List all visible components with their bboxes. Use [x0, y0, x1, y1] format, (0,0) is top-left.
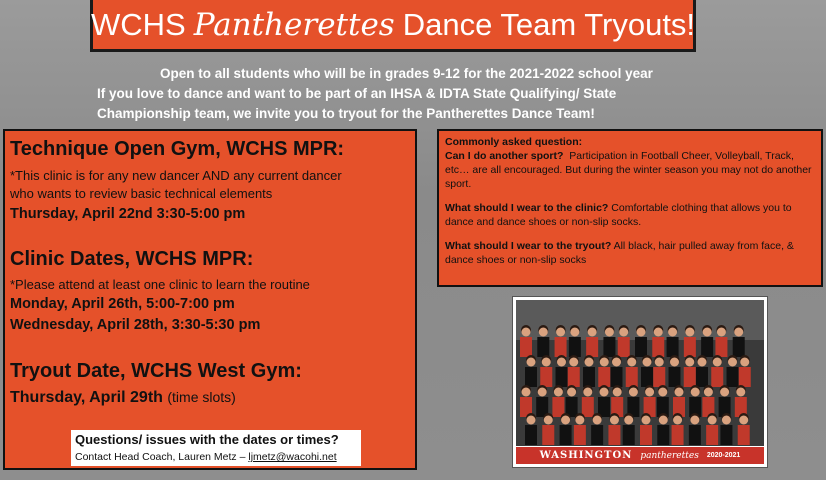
faq-answer-3: All black, hair pulled away from face, & dance shoes or non-slip socks [445, 240, 794, 266]
faq-question-3: What should I wear to the tryout? [445, 240, 612, 252]
title-script: Pantherettes [193, 6, 395, 43]
intro-line-2: If you love to dance and want to be part of an IHSA & IDTA State Qualifying/ State [97, 86, 617, 101]
clinic-date-1: Monday, April 26th, 5:00-7:00 pm [10, 296, 235, 312]
clinic-note: *Please attend at least one clinic to learn the routine [10, 277, 310, 292]
faq-answer-2: Comfortable clothing that allows you to dance and dance shoes or non-slip socks. [445, 202, 792, 228]
team-photo-image [516, 300, 764, 446]
contact-box [71, 430, 361, 466]
intro-line-3: Championship team, we invite you to tryout for the Pantherettes Dance Team! [97, 106, 595, 121]
tryout-date-line [10, 389, 236, 407]
technique-note-2: who wants to review basic technical elements [10, 186, 273, 201]
clinic-date-2: Wednesday, April 28th, 3:30-5:30 pm [10, 317, 261, 333]
title-end: Dance Team Tryouts! [402, 6, 696, 42]
title-start: WCHS [90, 6, 186, 42]
tryout-date: Thursday, April 29th [10, 389, 163, 406]
team-photo [512, 296, 768, 468]
technique-date: Thursday, April 22nd 3:30-5:00 pm [10, 206, 246, 222]
title-banner [90, 0, 696, 52]
schedule-panel [3, 129, 417, 470]
faq-question-1: Can I do another sport? [445, 150, 564, 162]
faq-question-2: What should I wear to the clinic? [445, 202, 609, 214]
intro-line-1: Open to all students who will be in grades 9-12 for the 2021-2022 school year [160, 66, 653, 81]
photo-year: 2020-2021 [706, 452, 741, 459]
clinic-heading: Clinic Dates, WCHS MPR: [10, 248, 254, 270]
tryout-detail: (time slots) [167, 389, 236, 405]
contact-email-link[interactable]: ljmetz@wacohi.net [248, 451, 337, 463]
photo-team: pantherettes [640, 450, 699, 461]
contact-question: Questions/ issues with the dates or times? [75, 432, 339, 447]
faq-answer-1: Participation in Football Cheer, Volleyball, Track, etc… are all encouraged. But during the winter season you may not do another sport. [445, 150, 812, 190]
faq-heading: Commonly asked question: [445, 136, 583, 148]
technique-note-1: *This clinic is for any new dancer AND any current dancer [10, 168, 342, 183]
photo-banner [516, 447, 764, 464]
photo-school: WASHINGTON [539, 450, 633, 461]
faq-panel [437, 129, 823, 287]
technique-heading: Technique Open Gym, WCHS MPR: [10, 138, 345, 160]
contact-text: Contact Head Coach, Lauren Metz – [75, 451, 249, 463]
tryout-heading: Tryout Date, WCHS West Gym: [10, 360, 302, 382]
